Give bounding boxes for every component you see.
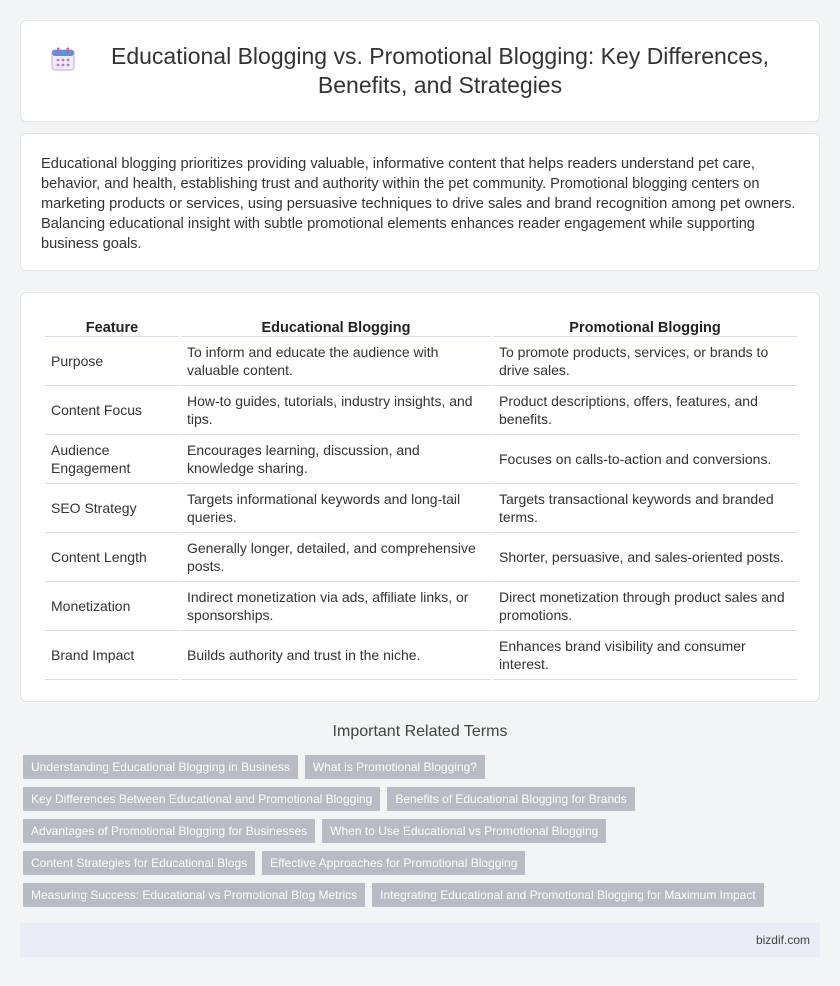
related-term-link[interactable]: Integrating Educational and Promotional Blogging for Maximum Impact: [372, 883, 764, 907]
intro-card: [20, 133, 820, 271]
related-term-link[interactable]: Content Strategies for Educational Blogs: [23, 851, 255, 875]
related-terms-list: [23, 755, 823, 915]
table-row: [45, 582, 797, 631]
educational-cell: Builds authority and trust in the niche.: [181, 631, 491, 680]
related-term-link[interactable]: Understanding Educational Blogging in Business: [23, 755, 298, 779]
calendar-icon: [50, 46, 76, 72]
educational-cell: Encourages learning, discussion, and knowledge sharing.: [181, 435, 491, 484]
header-promotional: Promotional Blogging: [493, 313, 797, 337]
intro-paragraph: Educational blogging prioritizes providing valuable, informative content that helps readers understand pet care, behavior, and health, establishing trust and authority within the pet community. Promotional blogging centers on marketing products or services, using persuasive techniques to drive sales and brand recognition among pet owners. Balancing educational insight with subtle promotional elements enhances reader engagement while supporting business goals.: [41, 156, 796, 252]
related-term-link[interactable]: Measuring Success: Educational vs Promotional Blog Metrics: [23, 883, 365, 907]
feature-cell: Brand Impact: [45, 631, 179, 680]
promotional-cell: Product descriptions, offers, features, and benefits.: [493, 386, 797, 435]
related-term-link[interactable]: Effective Approaches for Promotional Blogging: [262, 851, 525, 875]
educational-cell: To inform and educate the audience with valuable content.: [181, 337, 491, 386]
feature-cell: Monetization: [45, 582, 179, 631]
related-term-link[interactable]: When to Use Educational vs Promotional Blogging: [322, 819, 606, 843]
promotional-cell: Direct monetization through product sales and promotions.: [493, 582, 797, 631]
related-term-link[interactable]: What is Promotional Blogging?: [305, 755, 485, 779]
educational-cell: Generally longer, detailed, and comprehensive posts.: [181, 533, 491, 582]
footer-bar: [20, 923, 820, 957]
table-row: [45, 484, 797, 533]
related-terms-heading: Important Related Terms: [332, 723, 508, 740]
related-term-link[interactable]: Benefits of Educational Blogging for Brands: [387, 787, 634, 811]
feature-cell: SEO Strategy: [45, 484, 179, 533]
comparison-table-card: [20, 292, 820, 702]
educational-cell: Targets informational keywords and long-tail queries.: [181, 484, 491, 533]
feature-cell: Content Length: [45, 533, 179, 582]
header-educational: Educational Blogging: [181, 313, 491, 337]
table-row: [45, 631, 797, 680]
feature-cell: Content Focus: [45, 386, 179, 435]
promotional-cell: Targets transactional keywords and branded terms.: [493, 484, 797, 533]
educational-cell: Indirect monetization via ads, affiliate links, or sponsorships.: [181, 582, 491, 631]
table-row: [45, 337, 797, 386]
footer-site-link[interactable]: bizdif.com: [755, 933, 810, 947]
table-header-row: [45, 313, 797, 337]
table-row: [45, 533, 797, 582]
title-card: [20, 20, 820, 122]
promotional-cell: Focuses on calls-to-action and conversions.: [493, 435, 797, 484]
table-row: [45, 435, 797, 484]
table-row: [45, 386, 797, 435]
header-feature: Feature: [45, 313, 179, 337]
promotional-cell: Enhances brand visibility and consumer interest.: [493, 631, 797, 680]
related-term-link[interactable]: Advantages of Promotional Blogging for Businesses: [23, 819, 315, 843]
related-term-link[interactable]: Key Differences Between Educational and Promotional Blogging: [23, 787, 380, 811]
comparison-table: [43, 313, 799, 680]
page-title: Educational Blogging vs. Promotional Blogging: Key Differences, Benefits, and Strategies: [110, 43, 769, 98]
promotional-cell: Shorter, persuasive, and sales-oriented posts.: [493, 533, 797, 582]
promotional-cell: To promote products, services, or brands to drive sales.: [493, 337, 797, 386]
feature-cell: Purpose: [45, 337, 179, 386]
educational-cell: How-to guides, tutorials, industry insights, and tips.: [181, 386, 491, 435]
feature-cell: Audience Engagement: [45, 435, 179, 484]
